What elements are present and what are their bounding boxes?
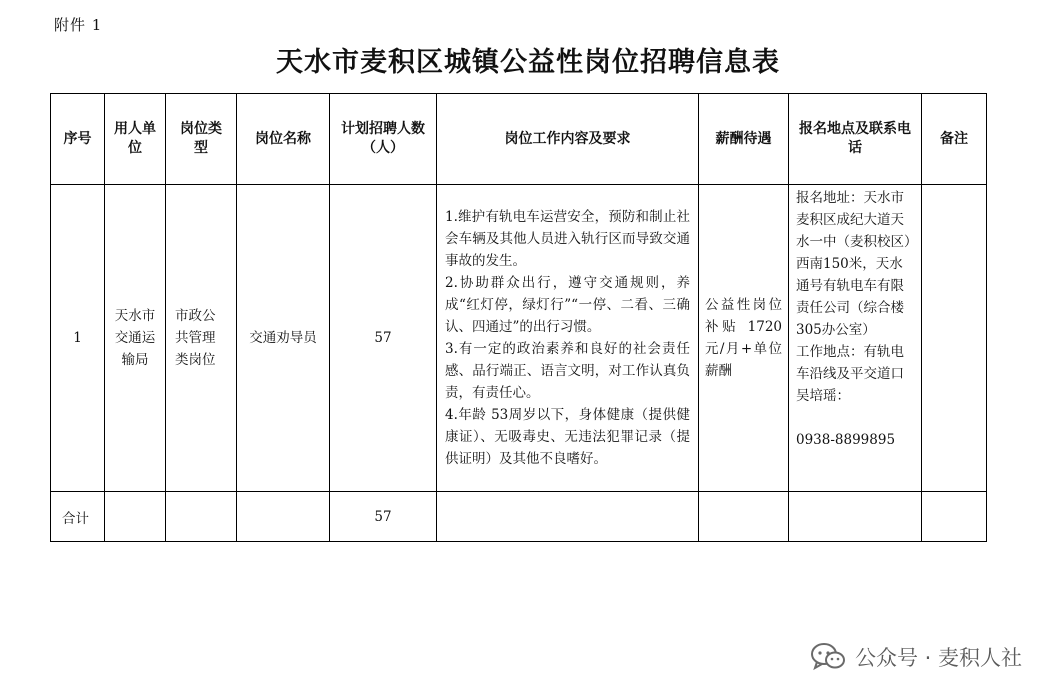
page-title: 天水市麦积区城镇公益性岗位招聘信息表 xyxy=(276,47,780,78)
header-planned-count: 计划招聘人数（人） xyxy=(330,94,437,185)
cell-post-type: 市政公共管理类岗位 xyxy=(166,185,237,492)
cell-remarks xyxy=(922,185,987,492)
duty-item: 2.协助群众出行，遵守交通规则，养成“红灯停，绿灯行”“一停、二看、三确认、四通过”的出行习惯。 xyxy=(445,275,690,335)
cell-post-name: 交通劝导员 xyxy=(237,185,330,492)
cell-salary: 公益性岗位补贴 1720元/月+单位薪酬 xyxy=(699,185,789,492)
cell-contact xyxy=(789,185,922,492)
watermark xyxy=(811,642,1022,672)
duty-item: 4.年龄 53周岁以下，身体健康（提供健康证）、无吸毒史、无违法犯罪记录（提供证明）及其他不良嗜好。 xyxy=(445,407,690,467)
contact-phone: 0938-8899895 xyxy=(796,432,896,448)
header-remarks: 备注 xyxy=(922,94,987,185)
header-post-type: 岗位类型 xyxy=(166,94,237,185)
recruitment-table xyxy=(50,93,987,542)
attachment-label: 附件 1 xyxy=(54,16,103,34)
wechat-icon xyxy=(811,643,845,671)
table-row xyxy=(51,185,987,492)
header-salary: 薪酬待遇 xyxy=(699,94,789,185)
contact-address: 报名地址：天水市麦积区成纪大道天水一中（麦积校区）西南150米，天水通号有轨电车有限责任公司（综合楼305办公室） xyxy=(796,190,911,338)
contact-person: 吴培瑶： xyxy=(796,388,850,404)
header-employer: 用人单位 xyxy=(105,94,166,185)
cell-duties xyxy=(437,185,699,492)
header-seq: 序号 xyxy=(51,94,105,185)
header-post-name: 岗位名称 xyxy=(237,94,330,185)
contact-work-location: 工作地点：有轨电车沿线及平交道口 xyxy=(796,344,904,382)
cell-employer: 天水市交通运输局 xyxy=(105,185,166,492)
watermark-text: 公众号 · 麦积人社 xyxy=(854,646,1022,670)
header-duties: 岗位工作内容及要求 xyxy=(437,94,699,185)
total-label: 合计 xyxy=(51,492,105,542)
total-row xyxy=(51,492,987,542)
cell-planned-count: 57 xyxy=(330,185,437,492)
cell-seq: 1 xyxy=(51,185,105,492)
header-contact: 报名地点及联系电话 xyxy=(789,94,922,185)
total-planned-count: 57 xyxy=(330,492,437,542)
duty-item: 1.维护有轨电车运营安全，预防和制止社会车辆及其他人员进入轨行区而导致交通事故的发生。 xyxy=(445,209,690,269)
table-header-row xyxy=(51,94,987,185)
duty-item: 3.有一定的政治素养和良好的社会责任感、品行端正、语言文明，对工作认真负责，有责任心。 xyxy=(445,341,690,401)
